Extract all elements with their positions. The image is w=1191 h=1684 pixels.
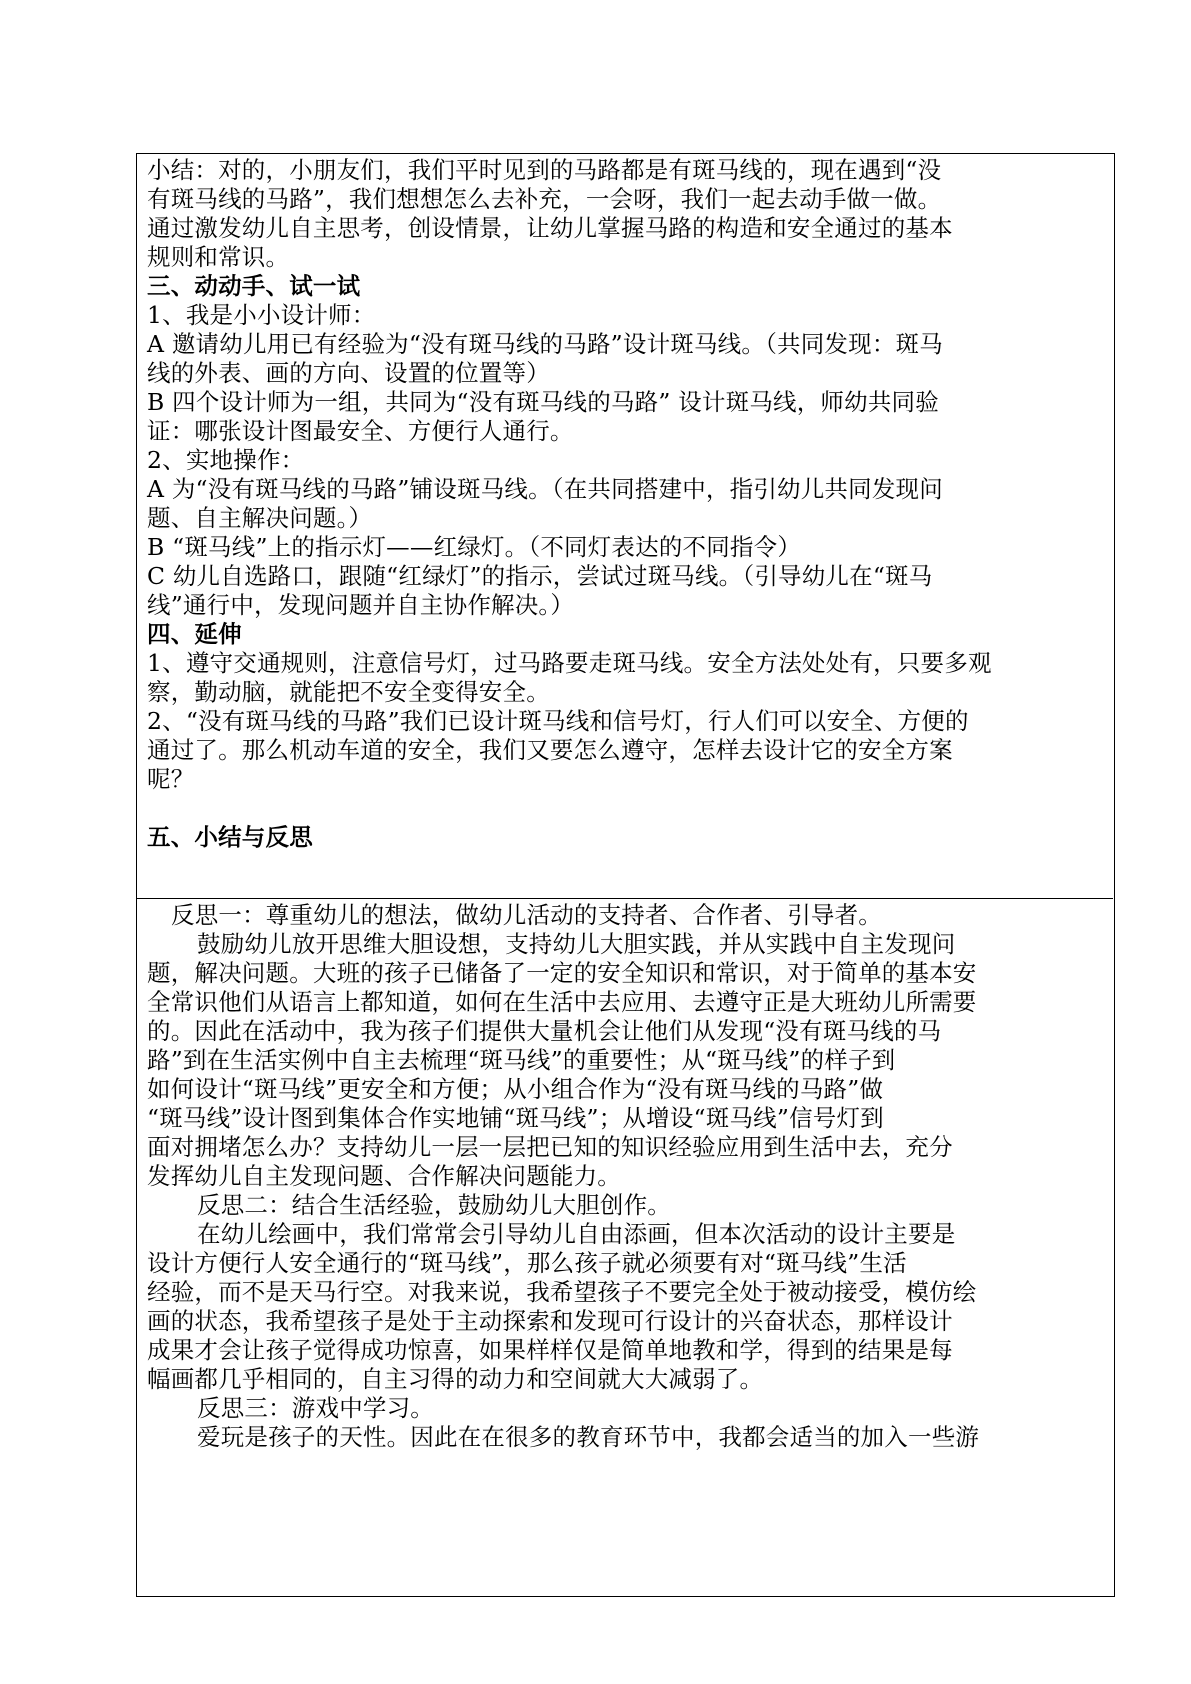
paragraph-line: 面对拥堵怎么办？支持幼儿一层一层把已知的知识经验应用到生活中去，充分 <box>147 1133 953 1161</box>
activity-steps-cell <box>137 154 1113 899</box>
paragraph-line: 反思二：结合生活经验，鼓励幼儿大胆创作。 <box>197 1191 671 1219</box>
paragraph-line: 2、实地操作： <box>147 446 305 474</box>
paragraph-line: 证：哪张设计图最安全、方便行人通行。 <box>147 417 574 445</box>
paragraph-line: B 四个设计师为一组，共同为“没有斑马线的马路” 设计斑马线，师幼共同验 <box>147 388 939 416</box>
paragraph-line: 小结：对的，小朋友们，我们平时见到的马路都是有斑马线的，现在遇到“没 <box>147 156 942 184</box>
blank-line <box>147 794 1113 823</box>
paragraph-line: 反思三：游戏中学习。 <box>197 1394 434 1422</box>
paragraph-line: 1、我是小小设计师： <box>147 301 376 329</box>
paragraph-line: 在幼儿绘画中，我们常常会引导幼儿自由添画，但本次活动的设计主要是 <box>197 1220 956 1248</box>
paragraph-line: 通过激发幼儿自主思考，创设情景，让幼儿掌握马路的构造和安全通过的基本 <box>147 214 953 242</box>
paragraph-line: 1、遵守交通规则，注意信号灯，过马路要走斑马线。安全方法处处有，只要多观 <box>147 649 992 677</box>
paragraph-line: 成果才会让孩子觉得成功惊喜，如果样样仅是简单地教和学，得到的结果是每 <box>147 1336 953 1364</box>
paragraph-line: “斑马线”设计图到集体合作实地铺“斑马线”；从增设“斑马线”信号灯到 <box>147 1104 884 1132</box>
paragraph-line: 路”到在生活实例中自主去梳理“斑马线”的重要性；从“斑马线”的样子到 <box>147 1046 896 1074</box>
paragraph-line: 如何设计“斑马线”更安全和方便；从小组合作为“没有斑马线的马路”做 <box>147 1075 884 1103</box>
paragraph-line: 爱玩是孩子的天性。因此在在很多的教育环节中，我都会适当的加入一些游 <box>197 1423 980 1451</box>
section-heading: 四、延伸 <box>147 620 242 648</box>
paragraph-line: C 幼儿自选路口，跟随“红绿灯”的指示，尝试过斑马线。（引导幼儿在“斑马 <box>147 562 933 590</box>
paragraph-line: 题，解决问题。大班的孩子已储备了一定的安全知识和常识，对于简单的基本安 <box>147 959 977 987</box>
paragraph-line: 幅画都几乎相同的，自主习得的动力和空间就大大减弱了。 <box>147 1365 764 1393</box>
paragraph-line: 线”通行中，发现问题并自主协作解决。） <box>147 591 575 619</box>
paragraph-line: 全常识他们从语言上都知道，如何在生活中去应用、去遵守正是大班幼儿所需要 <box>147 988 977 1016</box>
paragraph-line: 线的外表、画的方向、设置的位置等） <box>147 359 550 387</box>
reflection-cell <box>137 899 1113 1595</box>
paragraph-line: 规则和常识。 <box>147 243 290 271</box>
paragraph-line: 有斑马线的马路”，我们想想怎么去补充，一会呀，我们一起去动手做一做。 <box>147 185 942 213</box>
paragraph-line: A 邀请幼儿用已有经验为“没有斑马线的马路”设计斑马线。（共同发现：斑马 <box>147 330 943 358</box>
paragraph-line: 题、自主解决问题。） <box>147 504 373 532</box>
paragraph-line: 发挥幼儿自主发现问题、合作解决问题能力。 <box>147 1162 621 1190</box>
paragraph-line: 通过了。那么机动车道的安全，我们又要怎么遵守，怎样去设计它的安全方案 <box>147 736 953 764</box>
paragraph-line: 画的状态，我希望孩子是处于主动探索和发现可行设计的兴奋状态，那样设计 <box>147 1307 953 1335</box>
paragraph-line: A 为“没有斑马线的马路”铺设斑马线。（在共同搭建中，指引幼儿共同发现问 <box>147 475 943 503</box>
paragraph-line: 察，勤动脑，就能把不安全变得安全。 <box>147 678 550 706</box>
section-heading: 三、动动手、试一试 <box>147 272 361 300</box>
paragraph-line: 的。因此在活动中，我为孩子们提供大量机会让他们从发现“没有斑马线的马 <box>147 1017 942 1045</box>
paragraph-line: 经验，而不是天马行空。对我来说，我希望孩子不要完全处于被动接受，模仿绘 <box>147 1278 977 1306</box>
paragraph-line: 2、“没有斑马线的马路”我们已设计斑马线和信号灯，行人们可以安全、方便的 <box>147 707 969 735</box>
paragraph-line: B “斑马线”上的指示灯——红绿灯。（不同灯表达的不同指令） <box>147 533 802 561</box>
paragraph-line: 鼓励幼儿放开思维大胆设想，支持幼儿大胆实践，并从实践中自主发现问 <box>197 930 956 958</box>
lesson-table <box>136 153 1115 1597</box>
paragraph-line: 呢？ <box>147 765 195 793</box>
paragraph-line: 反思一：尊重幼儿的想法，做幼儿活动的支持者、合作者、引导者。 <box>171 901 882 929</box>
paragraph-line: 设计方便行人安全通行的“斑马线”，那么孩子就必须要有对“斑马线”生活 <box>147 1249 907 1277</box>
section-heading: 五、小结与反思 <box>147 823 313 851</box>
